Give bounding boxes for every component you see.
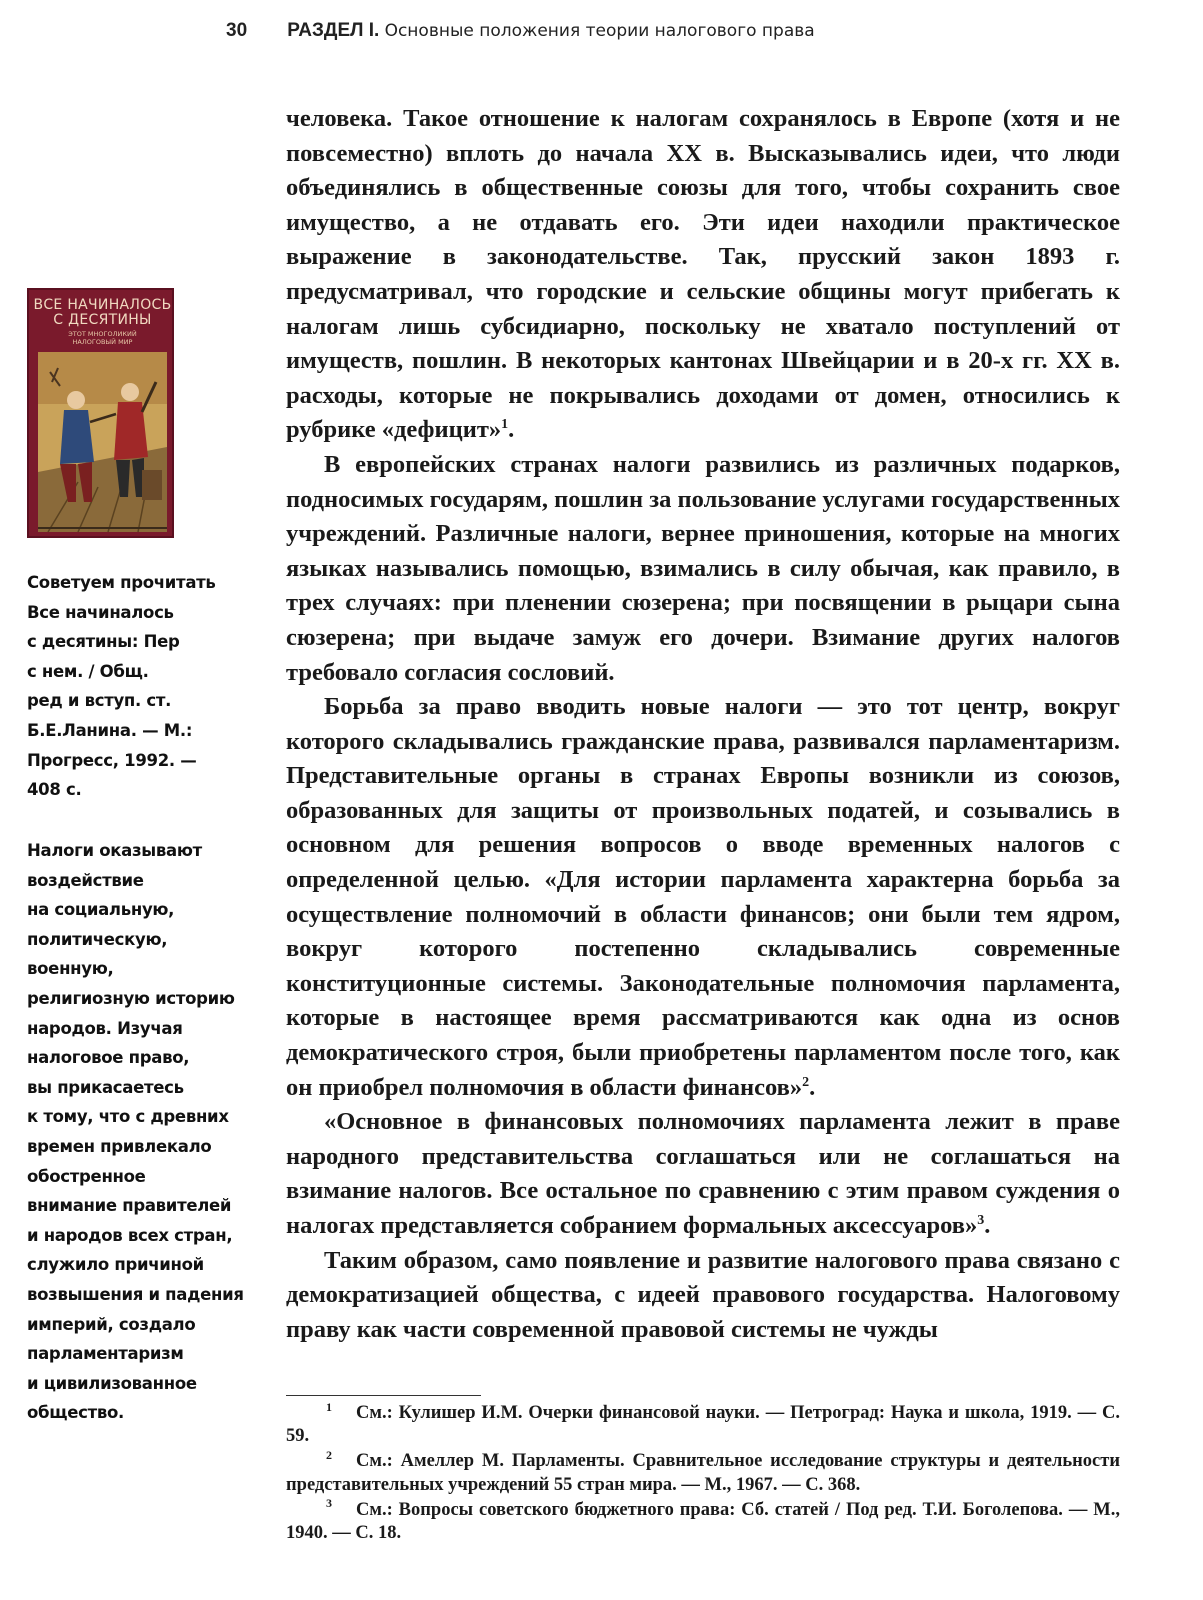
sidebar-recommend-line: 408 с. [27, 780, 82, 800]
sidebar-recommend-line: Все начиналось [27, 602, 174, 622]
book-cover-title: ВСЕ НАЧИНАЛОСЬ С ДЕСЯТИНЫ [33, 297, 172, 328]
sidebar-quote-line: народов. Изучая [27, 1018, 183, 1038]
sidebar-quote [27, 836, 259, 1428]
footnote-text: См.: Кулишер И.М. Очерки финансовой науки. — Петроград: Наука и школа, 1919. — С. 59. [286, 1403, 1120, 1447]
sidebar-quote-line: возвышения и падения [27, 1284, 244, 1304]
footnote-text: См.: Амеллер М. Парламенты. Сравнительное исследование структуры и деятельности представительных учреждений 55 стран мира. — М., 1967. — С. 368. [286, 1451, 1120, 1495]
book-cover-illustration [38, 352, 167, 532]
sidebar-quote-line: вы прикасаетесь [27, 1077, 184, 1097]
sidebar-quote-line: времен привлекало [27, 1136, 212, 1156]
footnote-ref: 3 [977, 1212, 985, 1228]
footnote-text: См.: Вопросы советского бюджетного права: Сб. статей / Под ред. Т.И. Боголепова. — М., 1940. — С. 18. [286, 1499, 1120, 1544]
sidebar-recommended-reading [27, 568, 259, 805]
footnote-ref: 2 [802, 1074, 810, 1090]
sidebar-quote-line: парламентаризм [27, 1344, 184, 1364]
body-paragraph: Таким образом, само появление и развитие налогового права связано с демократизацией общества, с идеей правового государства. Налоговому праву как части современной правовой системы не чужды [286, 1246, 1120, 1343]
sidebar-recommend-line: с нем. / Общ. [27, 661, 149, 681]
sidebar-quote-line: политическую, [27, 929, 168, 949]
sidebar-quote-line: и народов всех стран, [27, 1225, 233, 1245]
sidebar-quote-line: обостренное [27, 1166, 146, 1186]
sidebar-quote-line: внимание правителей [27, 1196, 232, 1216]
footnote: 1 См.: Кулишер И.М. Очерки финансовой науки. — Петроград: Наука и школа, 1919. — С. 59. [286, 1399, 1120, 1447]
section-title: Основные положения теории налогового права [384, 21, 815, 41]
sidebar-quote-line: служило причиной [27, 1255, 204, 1275]
page-number: 30 [226, 20, 248, 41]
sidebar-recommend-line: с десятины: Пер [27, 632, 180, 652]
sidebar-quote-line: налоговое право, [27, 1048, 190, 1068]
body-paragraph: В европейских странах налоги развились из различных подарков, подносимых государям, пошлин за пользование услугами государственных учреждений. Различные налоги, вернее приношения, которые на многих языках назывались помощью, взимались в силу обычая, как правило, в трех случаях: при пленении сюзерена; при посвящении в рыцари сына сюзерена; при выдаче замуж его дочери. Взимание других налогов требовало согласия сословий. [286, 450, 1120, 686]
sidebar-quote-line: военную, [27, 959, 114, 979]
body-paragraph: «Основное в финансовых полномочиях парламента лежит в праве народного представительства соглашаться или не соглашаться на взимание налогов. Все остальное по сравнению с этим правом суждения о налогах представляется собранием формальных аксессуаров»$^3$. [286, 1108, 1120, 1239]
sidebar-quote-line: на социальную, [27, 900, 175, 920]
body-paragraph: человека. Такое отношение к налогам сохранялось в Европе (хотя и не повсеместно) вплоть до начала XX в. Высказывались идеи, что люди объединялись в общественные союзы для того, чтобы сохранить свое имущество, а не отдавать его. Эти идеи находили практическое выражение в законодательстве. Так, прусский закон 1893 г. предусматривал, что городские и сельские общины могут прибегать к налогам лишь субсидиарно, поскольку не хватало поступлений от имуществ, пошлин. В некоторых кантонах Швейцарии и в 20-х гг. XX в. расходы, которые не покрывались доходами от домен, относились к рубрике «дефицит»$^1$. [286, 105, 1120, 444]
sidebar-quote-line: к тому, что с древних [27, 1107, 229, 1127]
sidebar-quote-line: общество. [27, 1403, 124, 1423]
sidebar-quote-line: Налоги оказывают [27, 841, 202, 860]
sidebar-recommend-line: Б.Е.Ланина. — М.: [27, 720, 193, 740]
sidebar-recommend-line: Прогресс, 1992. — [27, 750, 197, 770]
main-body-text [286, 102, 1120, 1347]
footnote: 3 См.: Вопросы советского бюджетного права: Сб. статей / Под ред. Т.И. Боголепова. — М., 1940. — С. 18. [286, 1496, 1120, 1544]
sidebar-recommend-line: ред и вступ. ст. [27, 691, 172, 711]
book-cover-subtitle: ЭТОТ МНОГОЛИКИЙ НАЛОГОВЫЙ МИР [68, 330, 137, 346]
footnote-ref: 1 [501, 417, 509, 433]
sidebar-quote-line: и цивилизованное [27, 1373, 197, 1393]
footnote: 2 См.: Амеллер М. Парламенты. Сравнительное исследование структуры и деятельности представительных учреждений 55 стран мира. — М., 1967. — С. 368. [286, 1448, 1120, 1495]
section-label: РАЗДЕЛ I. [287, 20, 380, 41]
running-header [226, 20, 815, 42]
body-paragraph: Борьба за право вводить новые налоги — это тот центр, вокруг которого складывались гражданские права, развивался парламентаризм. Представительные органы в странах Европы возникли из союзов, образованных для защиты от произвольных податей, и созывались в основном для решения вопросов о вводе временных налогов с определенной целью. «Для истории парламента характерна борьба за осуществление полномочий в области финансов; они были тем ядром, вокруг которого постепенно складывались современные конституционные системы. Законодательные полномочия парламента, которые в настоящее время рассматриваются как одна из основ демократического строя, были приобретены парламентом после того, как он приобрел полномочия в области финансов»$^2$. [286, 693, 1120, 1101]
sidebar-quote-line: религиозную историю [27, 988, 235, 1008]
sidebar-recommend-line: Советуем прочитать [27, 573, 216, 592]
sidebar-quote-line: воздействие [27, 870, 144, 890]
footnotes [286, 1399, 1120, 1547]
sidebar-quote-line: империй, создало [27, 1314, 196, 1334]
book-cover-image [27, 288, 174, 538]
footnote-divider [286, 1395, 481, 1396]
